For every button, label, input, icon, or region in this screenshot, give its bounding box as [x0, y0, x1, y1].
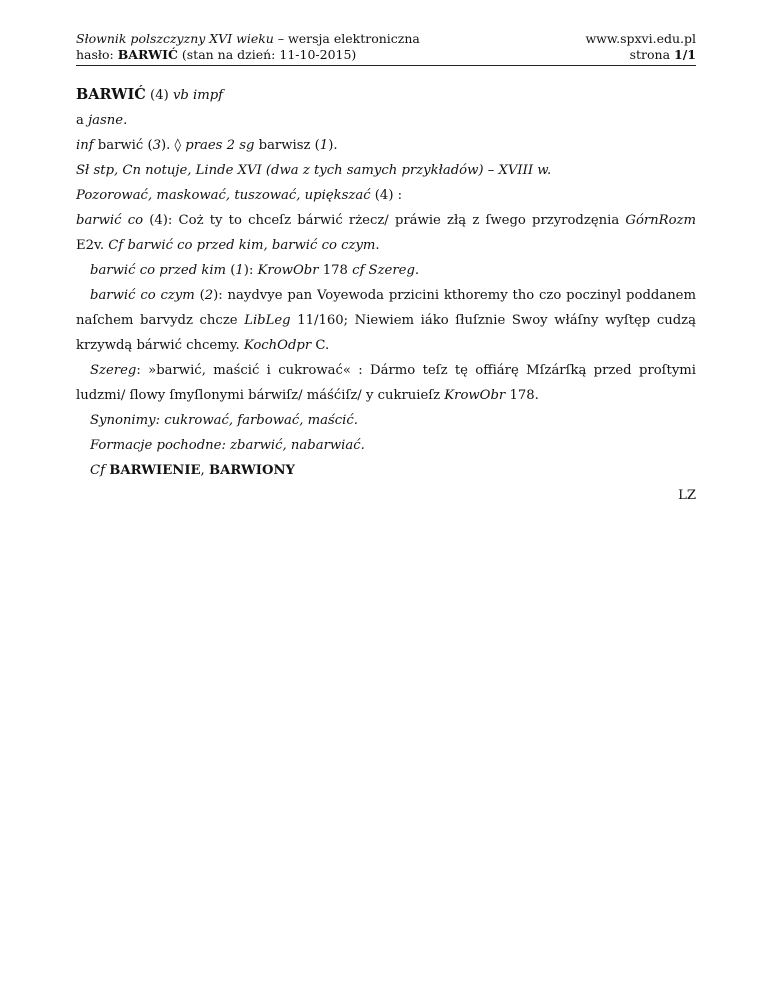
phrase3-mid: 11/160; Niewiem iáko ſłuſznie Swoy włáſny wyſtęp cudzą krzywdą bárwić chcemy. — [76, 313, 696, 353]
phrase-barwic-co-przed-kim — [76, 258, 696, 283]
phrase-barwic-co — [76, 208, 696, 258]
header-right — [585, 31, 696, 63]
szereg-loc: 178. — [505, 388, 539, 403]
phrase1-quote: (4): Coż ty to chceſz bárwić rżecz/ práwie złą z ſwego przyrodzęnia — [143, 213, 626, 228]
szereg-label: Szereg — [90, 363, 137, 378]
definition-line — [76, 183, 696, 208]
praes-count: 1 — [319, 138, 329, 153]
entry-date: (stan na dzień: 11-10-2015) — [177, 47, 357, 62]
phrase3-loc2: C. — [311, 338, 330, 353]
synonyms-label: Synonimy — [90, 413, 156, 428]
headword-count: (4) — [145, 88, 173, 103]
header-left — [76, 31, 420, 63]
cross-reference-line — [76, 458, 696, 483]
dictionaries-line: Sł stp, Cn notuje, Linde XVI (dwa z tych samych przykładów) – XVIII w. — [76, 163, 552, 178]
source-title: Słownik polszczyzny XVI wieku — [76, 31, 274, 46]
entry-content — [76, 82, 696, 508]
phrase1-loc: E2v. — [76, 238, 109, 253]
phrase-barwic-co-czym — [76, 283, 696, 358]
phrase2-label: barwić co przed kim — [90, 263, 227, 278]
praes-close: ). — [328, 138, 338, 153]
szereg-text: : »barwić, maścić i cukrować« : Dármo teſz tę offiárę Mſzárſką przed proſtymi ludzmi/ ſlowy ſmyſlonymi bárwiſz/ máśćiſz/ y cukruieſz — [76, 363, 696, 403]
cf-barwiony: BARWIONY — [208, 463, 295, 478]
phrase3-count: 2 — [204, 288, 214, 303]
phrase3-source2: KochOdpr — [243, 338, 312, 353]
phrase3-label: barwić co czym — [90, 288, 195, 303]
cf-barwienie: BARWIENIE — [109, 463, 201, 478]
cf-separator: , — [200, 463, 209, 478]
inf-count: 3 — [152, 138, 162, 153]
entry-word: BARWIĆ — [117, 47, 178, 62]
inf-label: inf — [76, 138, 94, 153]
inf-close: ). ◊ — [161, 138, 186, 153]
praes-text: barwisz ( — [254, 138, 320, 153]
phrase2-source: KrowObr — [257, 263, 319, 278]
phrase3-source1: LibLeg — [244, 313, 291, 328]
meaning-line — [76, 108, 696, 133]
praes-label: praes 2 sg — [185, 138, 255, 153]
szereg-source: KrowObr — [444, 388, 506, 403]
derivatives-text: : zbarwić, nabarwiać. — [221, 438, 365, 453]
meaning-end: . — [123, 113, 128, 128]
phrase1-cf: Cf barwić co przed kim, barwić co czym — [108, 238, 376, 253]
phrase1-cf-end: . — [375, 238, 380, 253]
phrase1-source: GórnRozm — [625, 213, 696, 228]
phrase2-close: ): — [243, 263, 258, 278]
source-line — [76, 31, 420, 47]
phrase2-count: 1 — [235, 263, 244, 278]
part-of-speech: vb impf — [172, 88, 224, 103]
derivatives-label: Formacje pochodne — [90, 438, 222, 453]
inf-text: barwić ( — [93, 138, 153, 153]
szereg-line — [76, 358, 696, 408]
forms-line — [76, 133, 696, 158]
phrase2-end: . — [414, 263, 420, 278]
page-value: 1/1 — [674, 47, 696, 62]
definition-count: (4) : — [370, 188, 403, 203]
headword-line — [76, 82, 696, 108]
phrase1-label: barwić co — [76, 213, 144, 228]
phrase3-open: ( — [194, 288, 205, 303]
page-prefix: strona — [629, 47, 675, 62]
phrase2-cf: cf Szereg — [352, 263, 415, 278]
page-header — [76, 31, 696, 66]
phrase2-loc: 178 — [318, 263, 353, 278]
page-number — [585, 47, 696, 63]
phrase3-quote: ): naydvye pan Voyewoda przicini kthoremy tho czo poczinyl poddanem naſchem barvydz chcze — [76, 288, 696, 328]
cf-label: Cf — [90, 463, 105, 478]
entry-prefix: hasło: — [76, 47, 118, 62]
meaning: jasne — [88, 113, 124, 128]
derivatives-line — [76, 433, 696, 458]
synonyms-line — [76, 408, 696, 433]
website-link[interactable]: www.spxvi.edu.pl — [585, 31, 696, 46]
author-signature: LZ — [678, 488, 696, 503]
definition: Pozorować, maskować, tuszować, upiększać — [76, 188, 371, 203]
synonyms-text: : cukrować, farbować, maścić. — [155, 413, 358, 428]
headword: BARWIĆ — [76, 86, 146, 103]
entry-line — [76, 47, 420, 63]
phrase2-open: ( — [226, 263, 236, 278]
source-suffix: – wersja elektroniczna — [273, 31, 420, 46]
meaning-label: a — [76, 113, 89, 128]
